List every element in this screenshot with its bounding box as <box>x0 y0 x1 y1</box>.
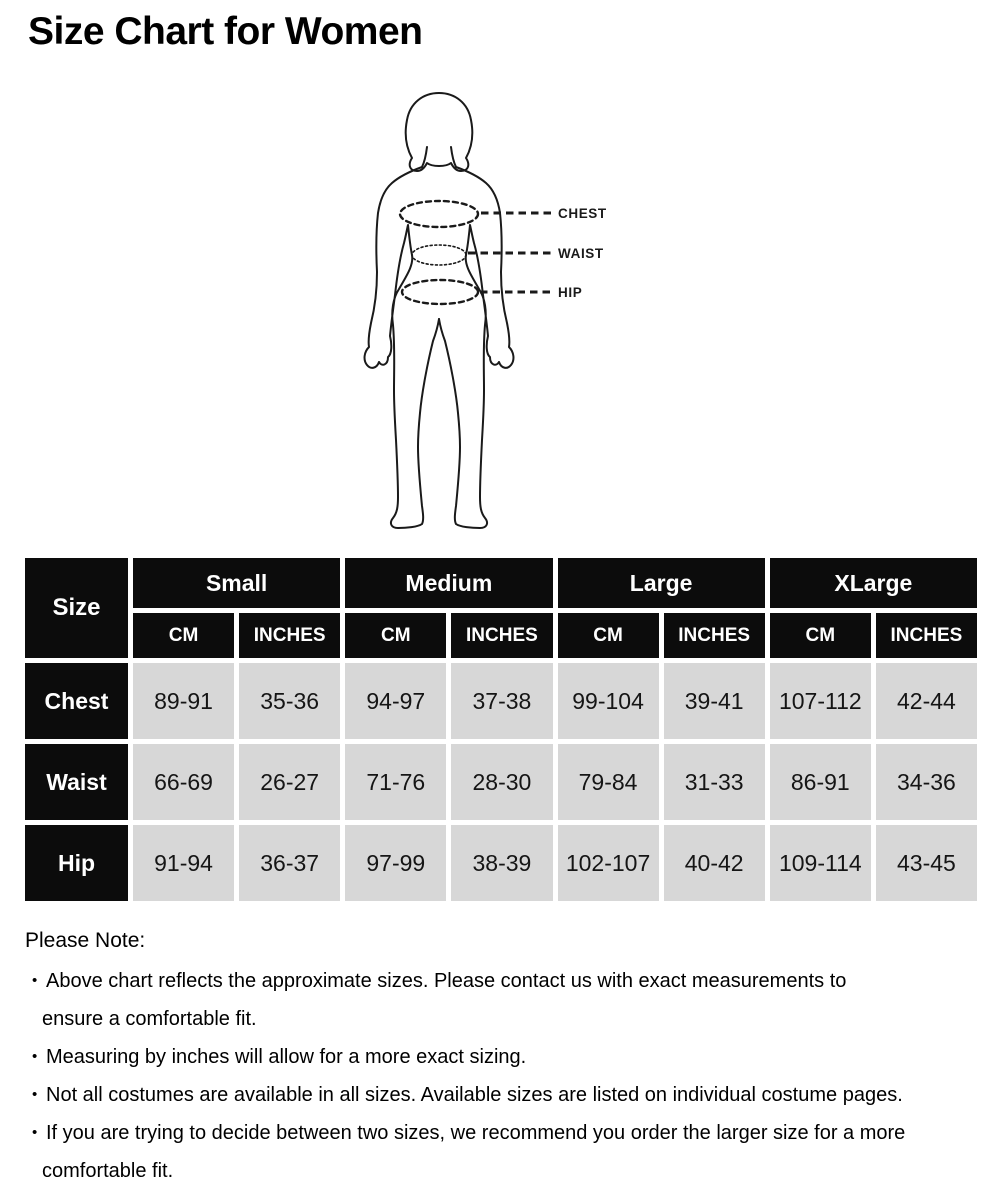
table-cell-waist-small-inches: 26-27 <box>239 744 340 820</box>
figure-body-outline <box>365 147 439 528</box>
notes-section <box>25 926 990 1190</box>
waist-label: WAIST <box>558 246 604 261</box>
chest-label: CHEST <box>558 206 607 221</box>
table-cell-hip-small-cm: 91-94 <box>133 825 234 901</box>
note-text: If you are trying to decide between two sizes, we recommend you order the larger size for a more <box>46 1122 906 1144</box>
size-group-header-xlarge: XLarge <box>770 558 977 608</box>
table-cell-waist-xlarge-inches: 34-36 <box>876 744 977 820</box>
table-cell-hip-xlarge-inches: 43-45 <box>876 825 977 901</box>
table-cell-chest-medium-inches: 37-38 <box>451 663 552 739</box>
table-cell-waist-large-cm: 79-84 <box>558 744 659 820</box>
unit-header-cm: CM <box>133 613 234 658</box>
table-cell-chest-medium-cm: 94-97 <box>345 663 446 739</box>
note-text: ensure a comfortable fit. <box>42 1008 257 1030</box>
waist-measure-ellipse <box>412 245 466 265</box>
unit-header-inches: INCHES <box>876 613 977 658</box>
unit-header-inches: INCHES <box>239 613 340 658</box>
table-cell-hip-medium-cm: 97-99 <box>345 825 446 901</box>
note-item <box>25 1038 990 1076</box>
size-table <box>25 558 977 901</box>
unit-header-cm: CM <box>770 613 871 658</box>
size-group-header-medium: Medium <box>345 558 552 608</box>
table-cell-waist-large-inches: 31-33 <box>664 744 765 820</box>
note-text: Measuring by inches will allow for a more exact sizing. <box>46 1046 527 1068</box>
bullet-icon: • <box>32 972 38 989</box>
hip-measure-ellipse <box>402 280 478 304</box>
row-header-chest: Chest <box>25 663 128 739</box>
bullet-icon: • <box>32 1124 38 1141</box>
table-cell-hip-small-inches: 36-37 <box>239 825 340 901</box>
note-text: Above chart reflects the approximate sizes. Please contact us with exact measurements to <box>46 970 847 992</box>
female-silhouette-illustration <box>300 85 700 550</box>
unit-header-inches: INCHES <box>664 613 765 658</box>
table-cell-chest-large-inches: 39-41 <box>664 663 765 739</box>
note-text: comfortable fit. <box>42 1160 174 1182</box>
unit-header-cm: CM <box>345 613 446 658</box>
notes-heading: Please Note: <box>25 929 146 952</box>
row-header-hip: Hip <box>25 825 128 901</box>
table-cell-hip-xlarge-cm: 109-114 <box>770 825 871 901</box>
bullet-icon: • <box>32 1048 38 1065</box>
note-text: Not all costumes are available in all sizes. Available sizes are listed on individual costume pages. <box>46 1084 903 1106</box>
table-cell-chest-xlarge-inches: 42-44 <box>876 663 977 739</box>
table-cell-chest-xlarge-cm: 107-112 <box>770 663 871 739</box>
hip-label: HIP <box>558 285 583 300</box>
table-cell-chest-large-cm: 99-104 <box>558 663 659 739</box>
table-cell-hip-medium-inches: 38-39 <box>451 825 552 901</box>
note-item <box>25 1076 990 1114</box>
table-cell-hip-large-inches: 40-42 <box>664 825 765 901</box>
unit-header-cm: CM <box>558 613 659 658</box>
table-cell-chest-small-cm: 89-91 <box>133 663 234 739</box>
size-corner-header: Size <box>25 558 128 658</box>
body-measurement-figure <box>300 85 700 550</box>
table-cell-chest-small-inches: 35-36 <box>239 663 340 739</box>
note-item <box>25 962 990 1038</box>
chest-measure-ellipse <box>400 201 478 227</box>
table-cell-waist-xlarge-cm: 86-91 <box>770 744 871 820</box>
table-cell-waist-medium-inches: 28-30 <box>451 744 552 820</box>
page-title: Size Chart for Women <box>28 10 423 53</box>
unit-header-inches: INCHES <box>451 613 552 658</box>
row-header-waist: Waist <box>25 744 128 820</box>
figure-head-outline <box>406 93 473 171</box>
note-item <box>25 1114 990 1190</box>
size-group-header-large: Large <box>558 558 765 608</box>
table-cell-waist-medium-cm: 71-76 <box>345 744 446 820</box>
bullet-icon: • <box>32 1086 38 1103</box>
size-group-header-small: Small <box>133 558 340 608</box>
table-cell-waist-small-cm: 66-69 <box>133 744 234 820</box>
table-cell-hip-large-cm: 102-107 <box>558 825 659 901</box>
